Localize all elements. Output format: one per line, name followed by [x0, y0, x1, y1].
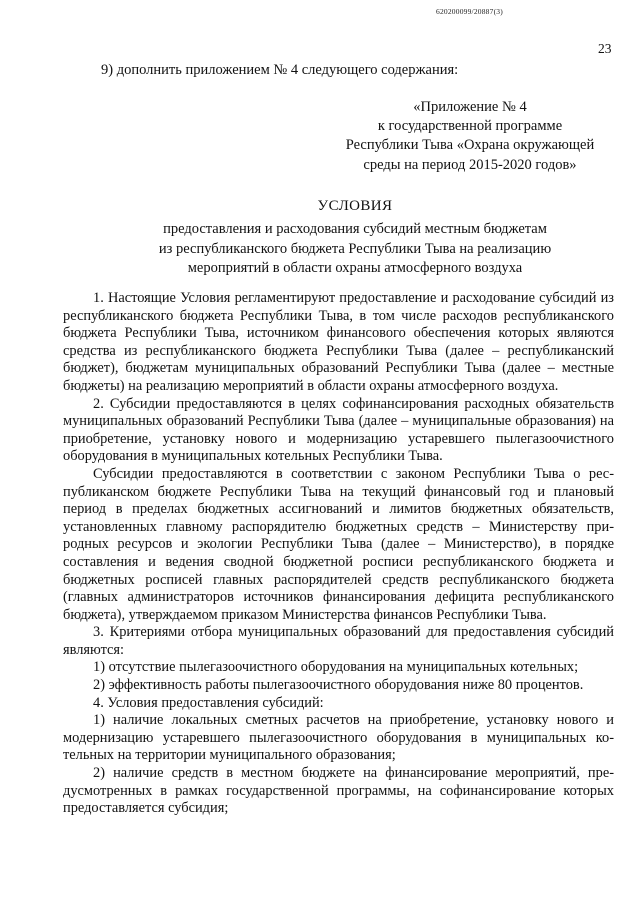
page-number: 23 — [598, 41, 612, 56]
appendix-reference — [320, 98, 620, 175]
document-code: 620200099/20887(3) — [436, 7, 503, 16]
paragraph-2: 2. Субсидии предоставляются в целях софинансирования расходных обязательств муниципальных образований Республики Тыва (далее – муниципальные образования) на приобретение, установку нового и модернизацию устаревшего пылегазоочистного оборудования в муниципальных котельных Республики Тыва. — [63, 395, 614, 465]
amendment-intro: 9) дополнить приложением № 4 следующего содержания: — [101, 62, 459, 78]
subtitle-line: из республиканского бюджета Республики Тыва на реализацию — [158, 240, 552, 257]
paragraph-1: 1. Настоящие Условия регламентируют предоставление и расходование субсидий из республиканского бюджета Республики Тыва, в том числе расходов республиканского бюджета Республики Тыва, источником финансового обеспечения которых являются средства из республиканского бюджета Республики Тыва (далее – республиканский бюджет), бюджетам муниципальных образований Республики Тыва (далее – местные бюджеты) на реализацию мероприятий в области охраны атмосферного воздуха. — [63, 290, 614, 394]
condition-item-1: 1) наличие локальных сметных расчетов на приобретение, установку нового и модернизацию устаревшего пылегазоочистного оборудования в муниципальных котельных на территории муниципального образования; — [63, 712, 614, 764]
criteria-item-1: 1) отсутствие пылегазоочистного оборудования на муниципальных котельных; — [93, 659, 579, 676]
document-subtitle — [70, 220, 640, 279]
appendix-line: к государственной программе — [377, 118, 563, 135]
appendix-line: «Приложение № 4 — [413, 99, 527, 115]
condition-item-2: 2) наличие средств в местном бюджете на финансирование мероприятий, предусмотренных в рамках государственной программы, на софинансирование которых предоставляется субсидия; — [63, 765, 614, 817]
paragraph-3: 3. Критериями отбора муниципальных образований для предоставления субсидий являются: — [63, 624, 614, 658]
appendix-line: среды на период 2015-2020 годов» — [363, 156, 577, 173]
paragraph-4: 4. Условия предоставления субсидий: — [93, 694, 324, 711]
subtitle-line: мероприятий в области охраны атмосферного воздуха — [187, 260, 523, 276]
appendix-line: Республики Тыва «Охрана окружающей — [345, 137, 595, 154]
document-body — [63, 290, 614, 818]
subtitle-line: предоставления и расходования субсидий местным бюджетам — [163, 221, 547, 237]
criteria-item-2: 2) эффективность работы пылегазоочистного оборудования ниже 80 процентов. — [93, 677, 584, 694]
document-title: УСЛОВИЯ — [317, 198, 393, 214]
paragraph-subsidy-basis: Субсидии предоставляются в соответствии с законом Республики Тыва о республиканском бюджете Республики Тыва на текущий финансовый год и плановый период в пределах бюджетных ассигнований и лимитов бюджетных обязательств, установленных главному распорядителю бюджетных средств – Министерству природных ресурсов и экологии Республики Тыва (далее – Министерство), в порядке составления и ведения сводной бюджетной росписи республиканского бюджета и бюджетных росписей главных распорядителей средств республиканского бюджета (главных администраторов источников финансирования дефицита республиканского бюджета), утверждаемом приказом Министерства финансов Республики Тыва. — [63, 465, 614, 623]
